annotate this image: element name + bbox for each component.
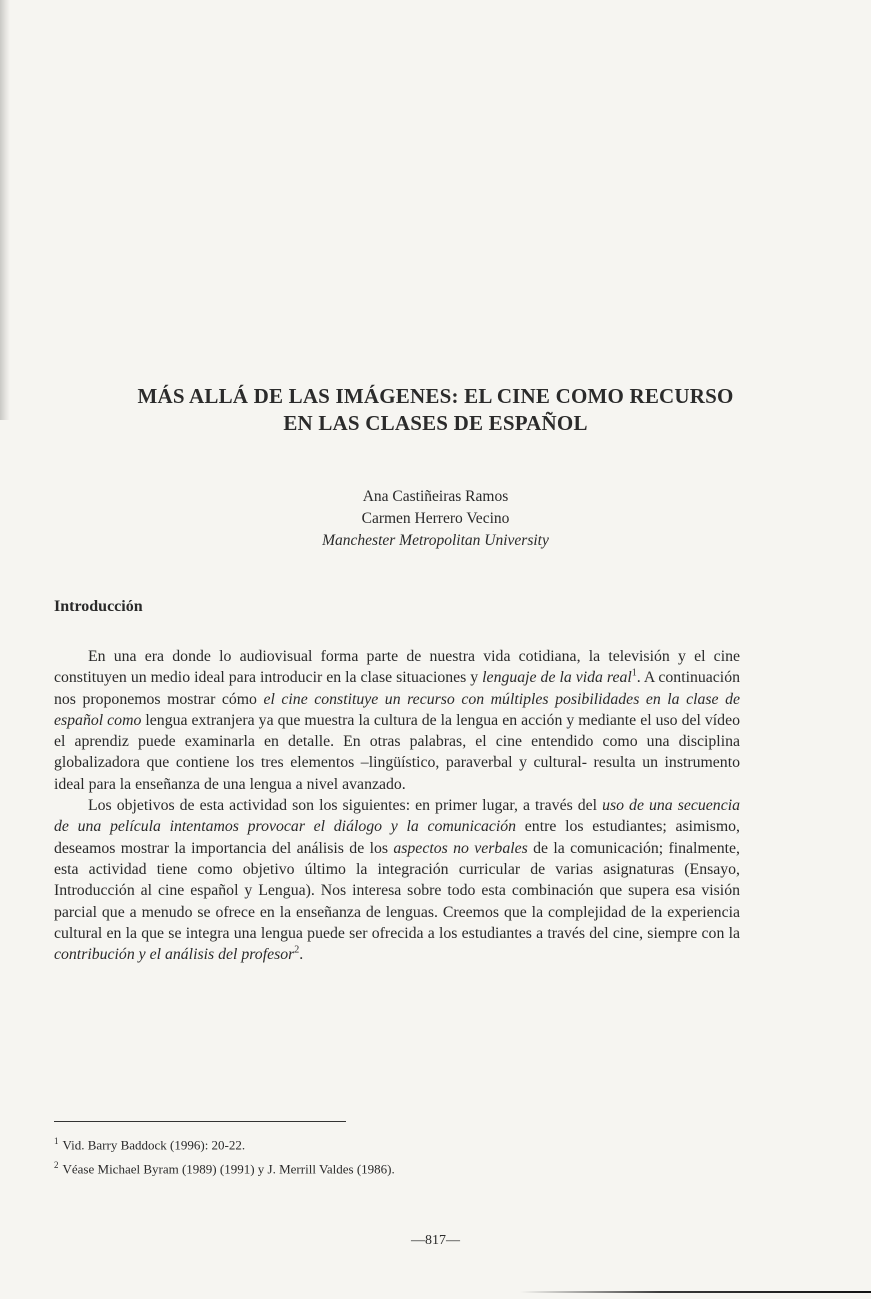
paragraph-1 (54, 646, 740, 795)
p2-text-1: Los objetivos de esta actividad son los siguientes: en primer lugar, a través del (88, 797, 603, 815)
body-text (54, 646, 740, 965)
footnote-1 (54, 1131, 740, 1155)
footnote-2-text: Véase Michael Byram (1989) (1991) y J. Merrill Valdes (1986). (62, 1161, 395, 1177)
p2-text-3: de la comunicación; finalmente, esta actividad tiene como objetivo último la integración curricular de varias asignaturas (Ensayo, Introducción al cine español y Lengua). Nos interesa sobre todo esta combinación que supera esa visión parcial que a menudo se ofrece en la enseñanza de lenguas. Creemos que la complejidad de la experiencia cultural en la que se integra una lengua puede ser ofrecida a los estudiantes a través del cine, siempre con la (54, 839, 740, 942)
author-2: Carmen Herrero Vecino (361, 510, 510, 527)
title-line-2: EN LAS CLASES DE ESPAÑOL (283, 411, 588, 435)
footnote-separator (54, 1121, 346, 1122)
p2-text-4: . (299, 946, 304, 964)
p1-text-1: En una era donde lo audiovisual forma parte de nuestra vida cotidiana, la televisión y el cine constituyen un medio ideal para introducir en la clase situaciones y (54, 648, 740, 687)
p2-italic-3: contribución y el análisis del profesor (54, 946, 295, 964)
p1-italic-2: el cine constituye un recurso con múltiples posibilidades en la clase de español como (54, 690, 740, 729)
footnote-2-marker: 2 (54, 1160, 59, 1171)
p1-italic-1: lenguaje de la vida real (482, 669, 632, 687)
author-1: Ana Castiñeiras Ramos (362, 488, 509, 505)
paragraph-2 (54, 795, 740, 965)
scan-bottom-edge (520, 1291, 871, 1293)
p1-text-3: lengua extranjera ya que muestra la cultura de la lengua en acción y mediante el uso del vídeo el aprendiz puede examinarla en detalle. En otras palabras, el cine entendido como una disciplina globalizadora que contiene los tres elementos –lingüístico, paraverbal y cultural- resulta un instrumento ideal para la enseñanza de una lengua a nivel avanzado. (54, 711, 740, 793)
section-heading: Introducción (54, 598, 143, 615)
page-number: —817— (411, 1233, 460, 1248)
footnote-ref-2: 2 (294, 944, 300, 956)
p2-italic-2: aspectos no verbales (393, 839, 528, 857)
p2-italic-1: uso de una secuencia de una película intentamos provocar el diálogo y la comunicación (54, 797, 740, 836)
footnotes (54, 1131, 740, 1180)
footnote-ref-1: 1 (631, 668, 637, 680)
footnote-1-text: Vid. Barry Baddock (1996): 20-22. (62, 1137, 246, 1153)
affiliation: Manchester Metropolitan University (322, 532, 549, 549)
title-line-1: MÁS ALLÁ DE LAS IMÁGENES: EL CINE COMO RECURSO (137, 384, 734, 408)
paper-title (60, 383, 811, 437)
p1-text-2: . A continuación nos proponemos mostrar cómo (54, 669, 740, 708)
footnote-2 (54, 1155, 740, 1179)
scan-edge-shadow (0, 0, 10, 420)
footnote-1-marker: 1 (54, 1136, 59, 1146)
author-block (200, 486, 671, 552)
p2-text-2: entre los estudiantes; asimismo, deseamos mostrar la importancia del análisis de los (54, 818, 741, 857)
